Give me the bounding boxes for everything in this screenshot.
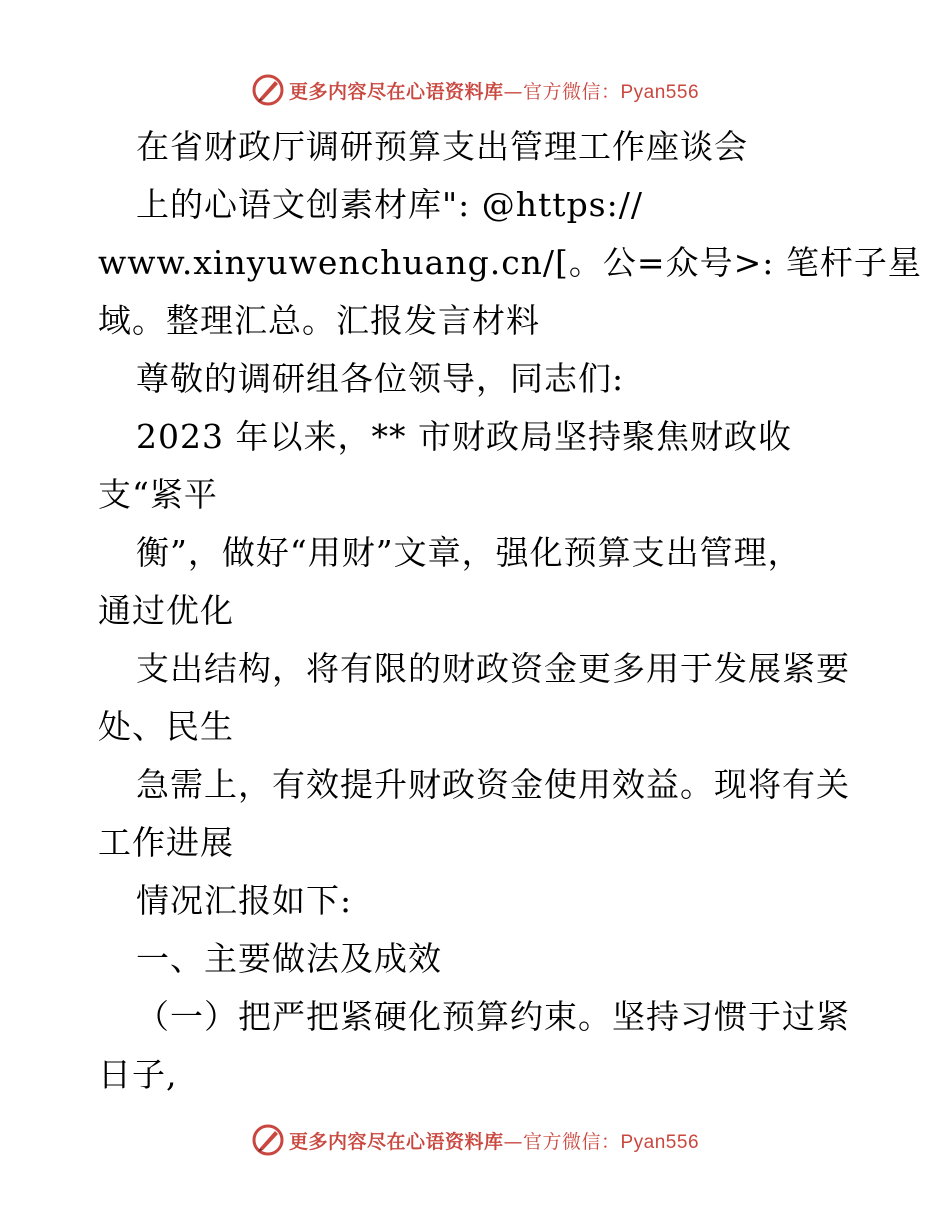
- document-line: 日子,: [98, 1055, 178, 1094]
- document-line: 域。整理汇总。汇报发言材料: [98, 301, 540, 340]
- watermark-sub-text: 官方微信：: [522, 1130, 621, 1153]
- document-line: （一）把严把紧硬化预算约束。坚持习惯于过紧: [136, 997, 850, 1036]
- document-line: 上的心语文创素材库": @https://: [136, 185, 643, 224]
- document-line: 2023 年以来，** 市财政局坚持聚焦财政收: [136, 417, 792, 456]
- document-line: 情况汇报如下:: [136, 881, 353, 920]
- document-line: 处、民生: [98, 707, 234, 746]
- document-line: 一、主要做法及成效: [136, 939, 442, 978]
- watermark-main-text: 更多内容尽在心语资料库: [288, 80, 504, 103]
- document-line: 急需上，有效提升财政资金使用效益。现将有关: [136, 765, 850, 804]
- document-line: 在省财政厅调研预算支出管理工作座谈会: [136, 127, 748, 166]
- document-body: [98, 118, 922, 1104]
- watermark-wechat-id: Pyan556: [620, 1131, 700, 1153]
- document-line: 尊敬的调研组各位领导，同志们:: [136, 359, 625, 398]
- header-watermark: [0, 70, 950, 110]
- quill-pen-logo-icon: [251, 1123, 285, 1157]
- quill-pen-logo-icon: [251, 73, 285, 107]
- document-line: 支出结构，将有限的财政资金更多用于发展紧要: [136, 649, 850, 688]
- watermark-dash: —: [503, 80, 523, 103]
- document-line: 通过优化: [98, 591, 234, 630]
- document-line: 支“紧平: [98, 475, 218, 514]
- watermark-sub-text: 官方微信：: [522, 80, 621, 103]
- watermark-wechat-id: Pyan556: [620, 81, 700, 103]
- watermark-main-text: 更多内容尽在心语资料库: [288, 1130, 504, 1153]
- watermark-dash: —: [503, 1130, 523, 1153]
- document-line: www.xinyuwenchuang.cn/[。公=众号>: 笔杆子星: [98, 243, 922, 282]
- footer-watermark: [0, 1120, 950, 1160]
- document-line: 衡”，做好“用财”文章，强化预算支出管理，: [136, 533, 802, 572]
- document-line: 工作进展: [98, 823, 234, 862]
